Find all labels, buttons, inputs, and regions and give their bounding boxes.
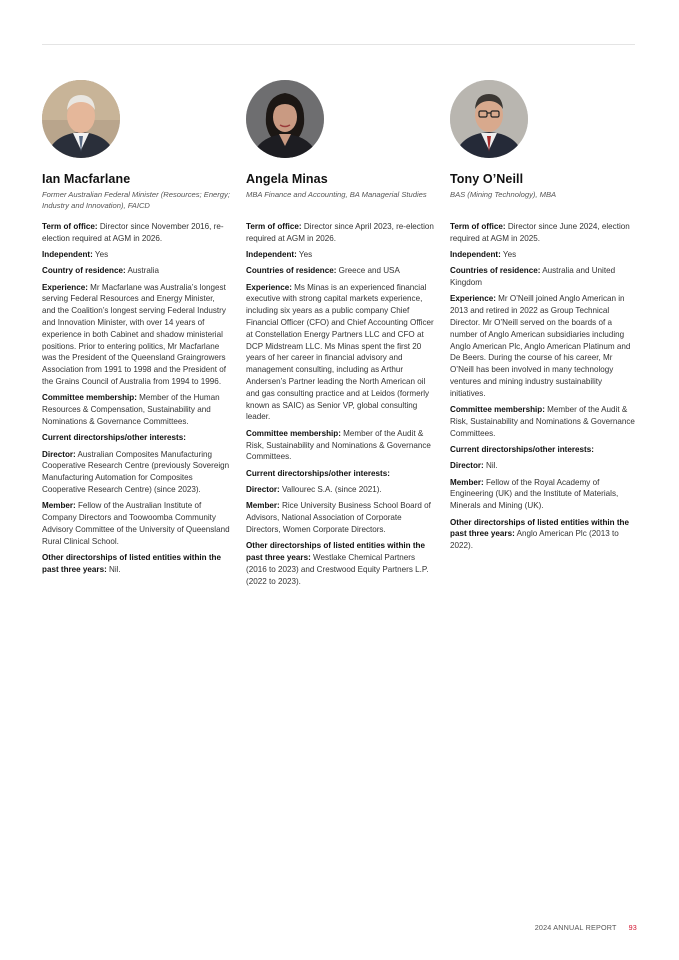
independent: Independent: Yes — [450, 250, 517, 260]
term-of-office: Term of office: Director since November 2016, re-election required at AGM in 2026. — [42, 222, 224, 243]
current-directorships-heading: Current directorships/other interests: — [42, 433, 186, 443]
country-of-residence: Country of residence: Australia — [42, 266, 159, 276]
page-number: 93 — [628, 923, 637, 932]
director-qualifications: BAS (Mining Technology), MBA — [450, 190, 557, 199]
current-directorships-heading: Current directorships/other interests: — [246, 468, 390, 478]
director-name: Ian Macfarlane — [42, 172, 131, 186]
experience: Experience: Ms Minas is an experienced financial executive with strong capital markets experience, including six years as a public company Chief Financial Officer (CFO) and Chief Accounting Officer at Constellation Energy Partners LLC and CFO at DCP Midstream LLC. Ms Minas spent the first 20 years of her career in financial advisory and management consulting, including as Arthur Andersen’s Partner leading the North American oil and gas consulting practice and at Leidos (formerly known as SAIC) as Senior VP, global consulting leader. — [246, 282, 434, 422]
memberships: Member: Rice University Business School Board of Advisors, National Association of Corporate Directors, Women Corporate Directors. — [246, 501, 431, 534]
director-qualifications: Former Australian Federal Minister (Resources; Energy; Industry and Innovation), FAICD — [42, 190, 230, 210]
other-listed-directorships: Other directorships of listed entities within the past three years: Nil. — [42, 552, 221, 574]
director-profile-tony-oneill — [450, 80, 638, 556]
independent: Independent: Yes — [42, 250, 109, 260]
top-divider — [42, 44, 635, 45]
committee-membership: Committee membership: Member of the Audit & Risk, Sustainability and Nominations & Governance Committees. — [450, 405, 635, 438]
director-roles: Director: Nil. — [450, 461, 498, 471]
term-of-office: Term of office: Director since April 2023, re-election required at AGM in 2026. — [246, 222, 434, 243]
committee-membership: Committee membership: Member of the Human Resources & Compensation, Sustainability and Nominations & Governance Committees. — [42, 393, 220, 426]
director-profile-ian-macfarlane — [42, 80, 230, 580]
page-footer — [535, 923, 637, 932]
current-directorships-heading: Current directorships/other interests: — [450, 445, 594, 455]
memberships: Member: Fellow of the Royal Academy of Engineering (UK) and the Institute of Materials, Minerals and Mining (UK). — [450, 477, 619, 511]
director-profile-angela-minas — [246, 80, 434, 592]
experience: Experience: Mr Macfarlane was Australia’s longest serving Federal Resources and Energy Minister, and the Coalition’s longest serving Federal Industry and Innovation Minister, with over 14 years of experience in both Cabinet and shadow ministerial positions. Prior to entering politics, Mr Macfarlane was the President of the Queensland Graingrowers Association from 1991 to 1998 and the President of the Grains Council of Australia from 1994 to 1996. — [42, 282, 227, 387]
director-portrait-photo — [42, 80, 120, 158]
independent: Independent: Yes — [246, 250, 313, 260]
countries-of-residence: Countries of residence: Australia and United Kingdom — [450, 266, 616, 288]
director-qualifications: MBA Finance and Accounting, BA Managerial Studies — [246, 190, 427, 199]
committee-membership: Committee membership: Member of the Audit & Risk, Sustainability and Nominations & Governance Committees. — [246, 428, 431, 462]
director-name: Angela Minas — [246, 172, 328, 186]
director-roles: Director: Vallourec S.A. (since 2021). — [246, 484, 382, 494]
report-title: 2024 ANNUAL REPORT — [534, 923, 617, 932]
memberships: Member: Fellow of the Australian Institute of Company Directors and Toowoomba Community Advisory Committee of the University of Queensland Rural Clinical School. — [42, 501, 230, 546]
director-roles: Director: Australian Composites Manufacturing Cooperative Research Centre (previously Sovereign Manufacturing Automation for Composites Cooperative Research Centre) (since 2023). — [42, 449, 230, 494]
experience: Experience: Mr O’Neill joined Anglo American in 2013 and retired in 2022 as Group Technical Director. Mr O’Neill served on the boards of a number of Anglo American subsidiaries including Anglo American Plc, Anglo American Platinum and De Beers. During the course of his career, Mr O’Neill has been involved in many technology ventures and mining industry sustainability initiatives. — [450, 294, 631, 398]
director-name: Tony O’Neill — [450, 172, 524, 186]
other-listed-directorships: Other directorships of listed entities within the past three years: Anglo American Plc (2013 to 2022). — [450, 517, 629, 551]
countries-of-residence: Countries of residence: Greece and USA — [246, 266, 400, 276]
director-portrait-photo — [246, 80, 324, 158]
other-listed-directorships: Other directorships of listed entities within the past three years: Westlake Chemical Partners (2016 to 2023) and Crestwood Equity Partners L.P. (2022 to 2023). — [246, 541, 429, 586]
term-of-office: Term of office: Director since June 2024, election required at AGM in 2025. — [450, 222, 630, 243]
director-portrait-photo — [450, 80, 528, 158]
